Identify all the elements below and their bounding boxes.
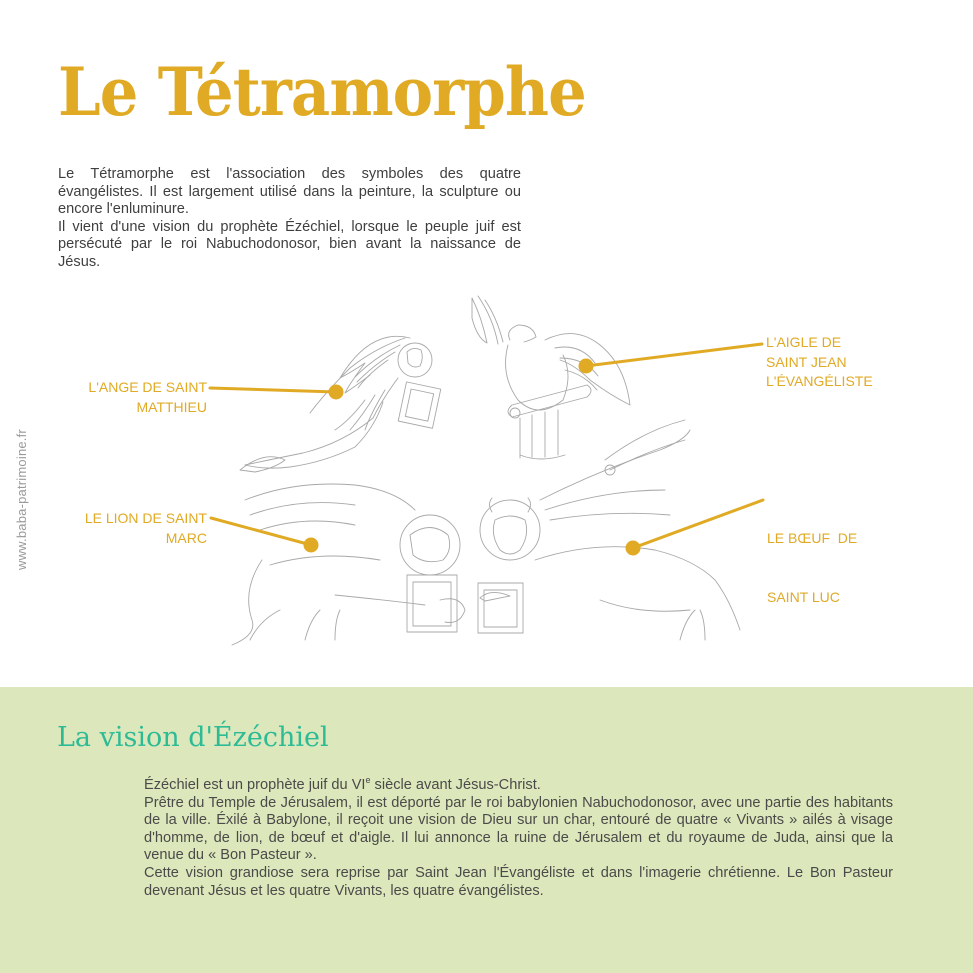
ox-figure xyxy=(478,430,740,640)
label-line: LE BŒUF DE xyxy=(767,530,858,546)
callout-line-ox xyxy=(633,500,763,548)
label-ox-luke xyxy=(767,490,857,627)
label-line: SAINT JEAN xyxy=(766,353,847,370)
label-angel-matthew xyxy=(60,378,207,417)
label-line: SAINT LUC xyxy=(767,588,840,605)
text-span: Ézéchiel est un prophète juif du VI xyxy=(144,777,366,793)
vision-section-title: La vision d'Ézéchiel xyxy=(57,722,329,753)
label-line: LE LION DE SAINT xyxy=(84,510,207,526)
callout-dot-ox xyxy=(626,541,641,556)
label-line: L'AIGLE DE xyxy=(766,334,842,350)
intro-paragraph: Le Tétramorphe est l'association des symboles des quatre évangélistes. Il est largement utilisé dans la peinture, la sculpture ou encore l'enluminure. xyxy=(58,166,521,218)
callout-dot-eagle xyxy=(579,359,594,374)
page-title: Le Tétramorphe xyxy=(58,53,586,131)
label-line: MARC xyxy=(165,529,207,546)
vision-paragraph xyxy=(144,777,893,795)
label-line: L'ANGE DE SAINT xyxy=(88,379,207,395)
vision-paragraph: Cette vision grandiose sera reprise par Saint Jean l'Évangéliste et dans l'imagerie chrétienne. Le Bon Pasteur devenant Jésus et les quatre Vivants, les quatre évangélistes. xyxy=(144,864,893,899)
callout-line-angel xyxy=(210,388,336,392)
intro-paragraph: Il vient d'une vision du prophète Ézéchiel, lorsque le peuple juif est persécuté par le roi Nabuchodonosor, bien avant la naissance de Jésus. xyxy=(58,218,521,270)
label-eagle-john xyxy=(766,333,873,392)
eagle-figure xyxy=(472,296,685,475)
text-span: siècle avant Jésus-Christ. xyxy=(370,777,541,793)
label-line: MATTHIEU xyxy=(136,398,207,415)
website-url: www.baba-patrimoine.fr xyxy=(14,429,29,570)
callout-dot-angel xyxy=(329,385,344,400)
label-line: L'ÉVANGÉLISTE xyxy=(766,373,873,389)
superscript: e xyxy=(365,775,371,786)
label-lion-mark xyxy=(60,509,207,548)
angel-figure xyxy=(240,336,441,472)
vision-section-text xyxy=(144,777,893,900)
callout-line-eagle xyxy=(586,344,762,366)
vision-paragraph: Prêtre du Temple de Jérusalem, il est déporté par le roi babylonien Nabuchodonosor, avec une partie des habitants de la ville. Éxilé à Babylone, il reçoit une vision de Dieu sur un char, entouré de quatre « Vivants » ailés à visage d'homme, de lion, de bœuf et d'aigle. Il lui annonce la ruine de Jérusalem et du royaume de Juda, ainsi que la venue du « Bon Pasteur ». xyxy=(144,794,893,864)
callout-dot-lion xyxy=(304,538,319,553)
lion-figure xyxy=(232,484,465,645)
